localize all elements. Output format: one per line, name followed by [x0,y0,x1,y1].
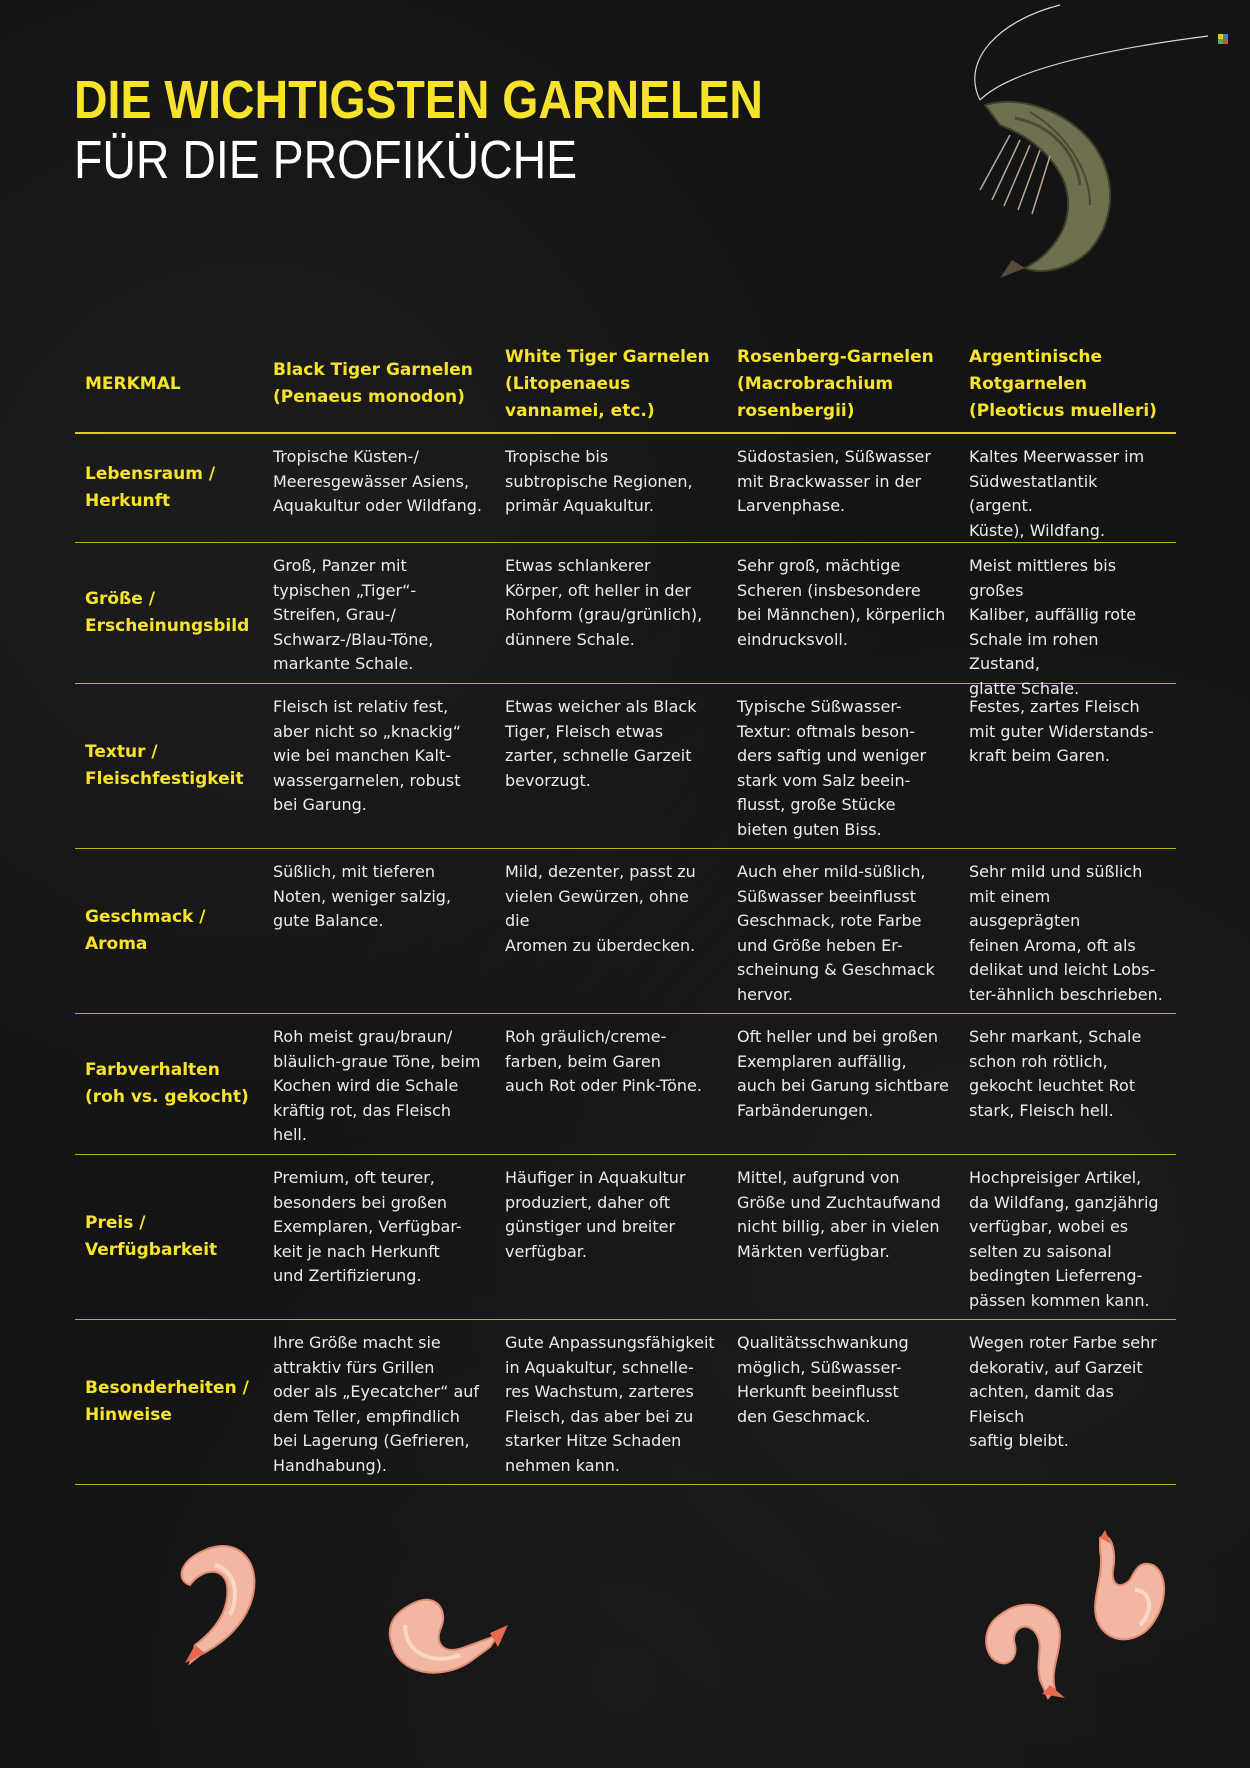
table-cell: Qualitätsschwankung möglich, Süßwasser- Herkunft beeinflusst den Geschmack. [737,1333,909,1426]
row-label: Geschmack / Aroma [85,907,206,954]
table-row [75,434,1176,543]
page-subtitle: FÜR DIE PROFIKÜCHE [74,130,578,190]
column-header-argentinian: Argentinische Rotgarnelen (Pleoticus muelleri) [969,346,1157,421]
table-header-row [75,336,1176,434]
table-cell: Tropische Küsten-/ Meeresgewässer Asiens, Aquakultur oder Wildfang. [273,447,482,515]
cooked-shrimp-icon [380,1585,510,1685]
row-label: Größe / Erscheinungsbild [85,589,250,636]
table-cell: Südostasien, Süßwasser mit Brackwasser in der Larvenphase. [737,447,931,515]
row-label: Lebensraum / Herkunft [85,464,216,511]
table-cell: Wegen roter Farbe sehr dekorativ, auf Garzeit achten, damit das Fleisch saftig bleibt. [969,1333,1157,1450]
column-header-feature: MERKMAL [85,373,181,394]
page-title: DIE WICHTIGSTEN GARNELEN [74,70,763,130]
row-label: Besonderheiten / Hinweise [85,1378,249,1425]
table-cell: Etwas schlankerer Körper, oft heller in der Rohform (grau/grünlich), dünnere Schale. [505,556,703,649]
table-cell: Kaltes Meerwasser im Südwestatlantik (argent. Küste), Wildfang. [969,447,1145,540]
row-label: Farbverhalten (roh vs. gekocht) [85,1060,249,1107]
table-cell: Mild, dezenter, passt zu vielen Gewürzen, ohne die Aromen zu überdecken. [505,862,696,955]
table-cell: Tropische bis subtropische Regionen, primär Aquakultur. [505,447,693,515]
table-cell: Meist mittleres bis großes Kaliber, auffällig rote Schale im rohen Zustand, glatte Schale. [969,556,1137,698]
table-row [75,1014,1176,1155]
shrimp-comparison-table [75,336,1176,1485]
table-cell: Häufiger in Aquakultur produziert, daher oft günstiger und breiter verfügbar. [505,1168,686,1261]
table-cell: Auch eher mild-süßlich, Süßwasser beeinflusst Geschmack, rote Farbe und Größe heben Er- scheinung & Geschmack hervor. [737,862,935,1004]
table-cell: Gute Anpassungsfähigkeit in Aquakultur, schnelle- res Wachstum, zarteres Fleisch, das aber bei zu starker Hitze Schaden nehmen kann. [505,1333,715,1475]
table-cell: Hochpreisiger Artikel, da Wildfang, ganzjährig verfügbar, wobei es selten zu saisonal bedingten Lieferreng- pässen kommen kann. [969,1168,1159,1310]
table-row [75,1320,1176,1485]
table-cell: Groß, Panzer mit typischen „Tiger“- Streifen, Grau-/ Schwarz-/Blau-Töne, markante Schale. [273,556,434,673]
table-cell: Premium, oft teurer, besonders bei großen Exemplaren, Verfügbar- keit je nach Herkunft und Zertifizierung. [273,1168,462,1285]
cooked-shrimp-icon [1075,1530,1175,1660]
table-cell: Ihre Größe macht sie attraktiv fürs Grillen oder als „Eyecatcher“ auf dem Teller, empfindlich bei Lagerung (Gefrieren, Handhabung). [273,1333,480,1475]
table-cell: Sehr mild und süßlich mit einem ausgeprägten feinen Aroma, oft als delikat und leicht Lobs- ter-ähnlich beschrieben. [969,862,1163,1004]
table-cell: Fleisch ist relativ fest, aber nicht so „knackig“ wie bei manchen Kalt- wassergarnelen, robust bei Garung. [273,697,462,814]
table-cell: Sehr groß, mächtige Scheren (insbesondere bei Männchen), körperlich eindrucksvoll. [737,556,946,649]
table-row [75,849,1176,1014]
table-cell: Sehr markant, Schale schon roh rötlich, gekocht leuchtet Rot stark, Fleisch hell. [969,1027,1142,1120]
table-cell: Festes, zartes Fleisch mit guter Widerstands- kraft beim Garen. [969,697,1154,765]
table-row [75,684,1176,849]
column-header-rosenberg: Rosenberg-Garnelen (Macrobrachium rosenbergii) [737,346,934,421]
table-row [75,1155,1176,1320]
column-header-white-tiger: White Tiger Garnelen (Litopenaeus vannamei, etc.) [505,346,710,421]
column-header-black-tiger: Black Tiger Garnelen (Penaeus monodon) [273,360,473,407]
row-label: Textur / Fleischfestigkeit [85,742,244,789]
table-cell: Oft heller und bei großen Exemplaren auffällig, auch bei Garung sichtbare Farbänderungen. [737,1027,949,1120]
table-cell: Roh gräulich/creme- farben, beim Garen auch Rot oder Pink-Töne. [505,1027,702,1095]
table-cell: Typische Süßwasser- Textur: oftmals beson- ders saftig und weniger stark vom Salz beein- flusst, große Stücke bieten guten Biss. [737,697,927,839]
cooked-shrimp-icon [165,1535,275,1665]
cooked-shrimp-icon [980,1590,1080,1700]
table-row [75,543,1176,698]
table-cell: Roh meist grau/braun/ bläulich-graue Töne, beim Kochen wird die Schale kräftig rot, das Fleisch hell. [273,1027,481,1144]
table-cell: Etwas weicher als Black Tiger, Fleisch etwas zarter, schnelle Garzeit bevorzugt. [505,697,697,790]
raw-shrimp-icon [940,0,1220,290]
row-label: Preis / Verfügbarkeit [85,1213,218,1260]
table-cell: Mittel, aufgrund von Größe und Zuchtaufwand nicht billig, aber in vielen Märkten verfügbar. [737,1168,941,1261]
table-cell: Süßlich, mit tieferen Noten, weniger salzig, gute Balance. [273,862,452,930]
